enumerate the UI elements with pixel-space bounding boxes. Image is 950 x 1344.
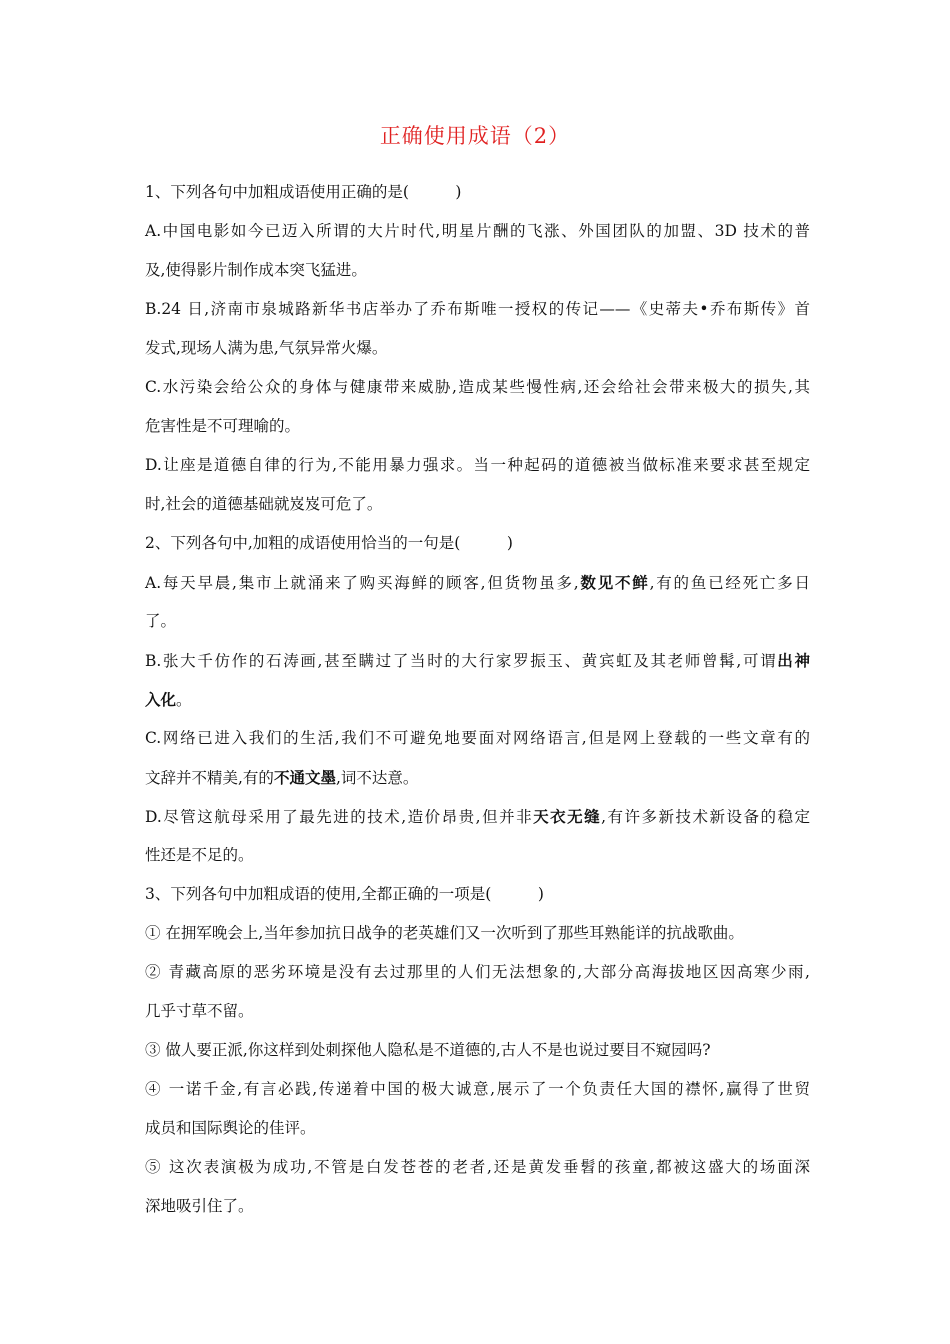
q3-sentence-2-line2: 几乎寸草不留。 — [145, 1002, 254, 1020]
q2-d-text-after: ,有许多新技术新设备的稳定 — [601, 808, 810, 826]
q1-option-a-line2: 及,使得影片制作成本突飞猛进。 — [145, 261, 367, 279]
q2-option-c-line1: C.网络已进入我们的生活,我们不可避免地要面对网络语言,但是网上登载的一些文章有的 — [145, 729, 810, 747]
q1-stem: 1、下列各句中加粗成语使用正确的是( ) — [145, 183, 462, 201]
q2-option-b-line1 — [145, 641, 810, 680]
q2-option-d-line1 — [145, 797, 810, 836]
q2-b-text-after: 。 — [176, 691, 192, 709]
q3-sentence-2-line1: ② 青藏高原的恶劣环境是没有去过那里的人们无法想象的,大部分高海拔地区因高寒少雨, — [145, 963, 810, 981]
q3-sentence-4-line2: 成员和国际舆论的佳评。 — [145, 1119, 316, 1137]
q1-option-d-line2: 时,社会的道德基础就岌岌可危了。 — [145, 495, 383, 513]
q2-a-text-after: ,有的鱼已经死亡多日 — [649, 574, 810, 592]
page-title: 正确使用成语（2） — [379, 124, 571, 148]
q2-c-text-before: 文辞并不精美,有的 — [145, 769, 274, 787]
q1-option-b-line2: 发式,现场人满为患,气氛异常火爆。 — [145, 339, 388, 357]
q2-d-bold-idiom: 天衣无缝 — [533, 807, 602, 826]
q2-option-a-line1 — [145, 563, 810, 602]
q3-stem: 3、下列各句中加粗成语的使用,全都正确的一项是( ) — [145, 885, 544, 903]
q2-option-b-line2 — [145, 680, 810, 719]
q2-d-text-before: D.尽管这航母采用了最先进的技术,造价昂贵,但并非 — [145, 808, 534, 826]
q2-a-text-before: A.每天早晨,集市上就涌来了购买海鲜的顾客,但货物虽多, — [145, 574, 579, 592]
q3-sentence-5-line1: ⑤ 这次表演极为成功,不管是白发苍苍的老者,还是黄发垂髫的孩童,都被这盛大的场面深 — [145, 1158, 810, 1176]
q2-c-bold-idiom: 不通文墨 — [273, 768, 336, 787]
q1-option-a-line1: A.中国电影如今已迈入所谓的大片时代,明星片酬的飞涨、外国团队的加盟、3D 技术的普 — [145, 222, 810, 240]
q3-sentence-3: ③ 做人要正派,你这样到处刺探他人隐私是不道德的,古人不是也说过要目不窥园吗? — [145, 1041, 711, 1059]
q3-sentence-5-line2: 深地吸引住了。 — [145, 1197, 254, 1215]
q1-option-b-line1: B.24 日,济南市泉城路新华书店举办了乔布斯唯一授权的传记——《史蒂夫•乔布斯传》首 — [145, 300, 810, 318]
q1-option-d-line1: D.让座是道德自律的行为,不能用暴力强求。当一种起码的道德被当做标准来要求甚至规定 — [145, 456, 810, 474]
q1-option-c-line1: C.水污染会给公众的身体与健康带来威胁,造成某些慢性病,还会给社会带来极大的损失,其 — [145, 378, 810, 396]
q2-b-text-before: B.张大千仿作的石涛画,甚至瞒过了当时的大行家罗振玉、黄宾虹及其老师曾髯,可谓 — [145, 652, 778, 670]
q2-c-text-after: ,词不达意。 — [335, 769, 419, 787]
q2-b-bold-idiom-part1: 出神 — [777, 651, 810, 670]
q2-option-a-line2: 了。 — [145, 612, 177, 630]
q2-stem: 2、下列各句中,加粗的成语使用恰当的一句是( ) — [145, 534, 513, 552]
question-content — [145, 173, 810, 1226]
q1-option-c-line2: 危害性是不可理喻的。 — [145, 417, 301, 435]
q2-a-bold-idiom: 数见不鲜 — [578, 573, 650, 592]
q3-sentence-1: ① 在拥军晚会上,当年参加抗日战争的老英雄们又一次听到了那些耳熟能详的抗战歌曲。 — [145, 924, 744, 942]
q2-option-c-line2 — [145, 758, 810, 797]
q2-option-d-line2: 性还是不足的。 — [145, 846, 254, 864]
q3-sentence-4-line1: ④ 一诺千金,有言必践,传递着中国的极大诚意,展示了一个负责任大国的襟怀,赢得了世贸 — [145, 1080, 810, 1098]
q2-b-bold-idiom-part2: 入化 — [145, 690, 177, 709]
